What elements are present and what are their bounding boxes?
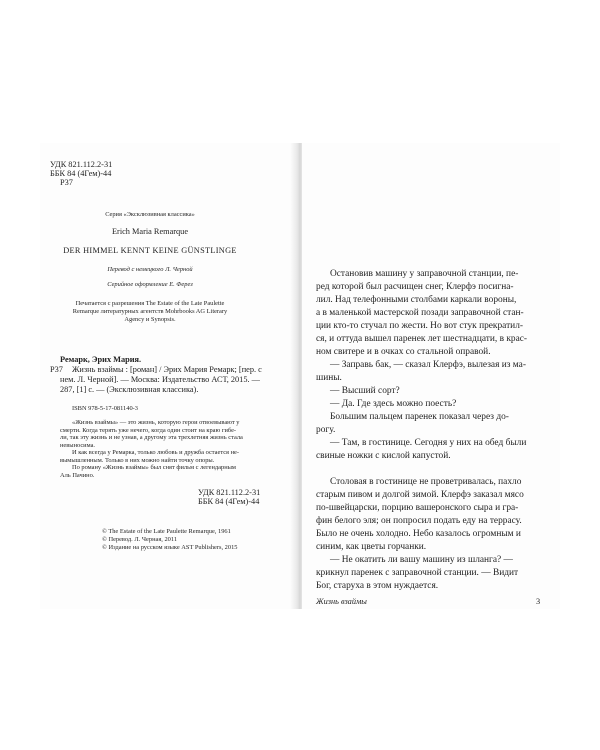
body-line: Большим пальцем паренек показал через до- <box>330 412 509 422</box>
catalog-line-2: нем. Л. Черной]. — Москва: Издательство АСТ, 2015. — <box>60 375 260 384</box>
body-line: лил. Над телефонными столбами каркали вороны, <box>316 295 517 305</box>
body-line: Остановив машину у заправочной станции, пе- <box>330 269 519 279</box>
annotation-line-6: вымышленным. Только в них можно найти точку опоры. <box>60 456 215 464</box>
catalog-line-1: Жизнь взаймы : [роман] / Эрих Мария Ремарк; [пер. с <box>72 365 262 374</box>
annotation-line-5: И как всегда у Ремарка, только любовь и дружба остается не- <box>72 449 239 456</box>
permission-line-1: Печатается с разрешения The Estate of the Late Paulette <box>75 300 225 307</box>
body-line: фин белого эля; он попросил подать еду на террасу. <box>316 516 522 526</box>
body-line: свиные ножки с кислой капустой. <box>316 451 451 461</box>
author-heading: Ремарк, Эрих Мария. <box>60 355 142 364</box>
permission-line-2: Remarque литературных агентств Mohrbooks AG Literary <box>72 308 228 315</box>
body-line: — Да. Где здесь можно поесть? <box>330 399 457 409</box>
body-line: рогу. <box>316 425 336 435</box>
bbk-line-1: ББК 84 (4Гем)-44 <box>50 169 112 178</box>
udk-line-2: УДК 821.112.2-31 <box>198 488 261 497</box>
body-line: Столовая в гостинице не проветривалась, пахло <box>330 477 522 487</box>
permission-line-3: Agency и Synopsis. <box>124 316 176 323</box>
annotation-line-4: невыносима. <box>60 441 96 449</box>
body-line: ном свитере и в очках со стальной оправой. <box>316 347 491 357</box>
body-line: Было не очень холодно. Небо казалось огромным и <box>316 529 521 539</box>
body-line: шины. <box>316 373 342 383</box>
copyright-line-1: © The Estate of the Late Paulette Remarque, 1961 <box>102 528 231 535</box>
author-original: Erich Maria Remarque <box>111 227 189 236</box>
running-title: Жизнь взаймы <box>316 597 367 606</box>
annotation-line-2: смерти. Когда терять уже нечего, когда один стоит на краю гибе- <box>60 426 237 434</box>
left-page <box>40 143 298 609</box>
copyright-line-2: © Перевод. Л. Черная, 2011 <box>102 536 178 543</box>
body-line: Бог, старуха в этом нуждается. <box>316 581 439 591</box>
page-number: 3 <box>536 597 541 606</box>
design-credit: Серийное оформление Е. Ферез <box>107 281 193 288</box>
udk-line-1: УДК 821.112.2-31 <box>50 160 113 169</box>
body-line: а в маленькой мастерской позади заправочной стан- <box>316 308 524 318</box>
body-line: ции кто-то стучал по жести. Но вот стук прекратил- <box>316 321 524 331</box>
body-line: ся, и оттуда вышел паренек лет шестнадцати, в крас- <box>316 334 528 344</box>
annotation-line-8: Аль Пачино. <box>60 471 95 479</box>
body-line: старым пивом и долгой зимой. Клерфэ заказал мясо <box>316 490 524 500</box>
body-line: синим, как цветы горчанки. <box>316 542 427 552</box>
author-mark: Р37 <box>60 178 73 187</box>
isbn: ISBN 978-5-17-081140-3 <box>72 405 138 412</box>
catalog-code: Р37 <box>50 365 63 374</box>
annotation-line-3: ли, так эту жизнь и не узнав, а другому эта трехлетняя жизнь стала <box>60 434 243 441</box>
catalog-line-3: 287, [1] с. — (Эксклюзивная классика). <box>60 385 199 394</box>
series-name: Серия «Эксклюзивная классика» <box>105 211 195 218</box>
bbk-line-2: ББК 84 (4Гем)-44 <box>198 497 260 506</box>
body-line: ред которой был расчищен снег, Клерфэ посигна- <box>316 282 514 292</box>
body-line: по-швейцарски, порцию вашеронского сыра и гра- <box>316 503 519 513</box>
title-original: DER HIMMEL KENNT KEINE GÜNSTLINGE <box>63 246 237 255</box>
body-line: — Не окатить ли вашу машину из шланга? — <box>330 555 513 565</box>
body-line: — Там, в гостинице. Сегодня у них на обед были <box>330 438 527 448</box>
annotation-line-1: «Жизнь взаймы» — это жизнь, которую герои отвоевывают у <box>72 419 240 426</box>
annotation-line-7: По роману «Жизнь взаймы» был снят фильм с легендарным <box>72 464 236 471</box>
book-spread <box>40 143 560 609</box>
body-line: крикнул паренек с заправочной станции. — Видит <box>316 568 519 578</box>
body-line: — Заправь бак, — сказал Клерфэ, вылезая из ма- <box>330 360 526 370</box>
translator-credit: Перевод с немецкого Л. Черной <box>107 266 193 273</box>
copyright-line-3: © Издание на русском языке AST Publishers, 2015 <box>102 544 238 551</box>
right-page <box>302 143 560 609</box>
body-line: — Высший сорт? <box>330 386 400 396</box>
